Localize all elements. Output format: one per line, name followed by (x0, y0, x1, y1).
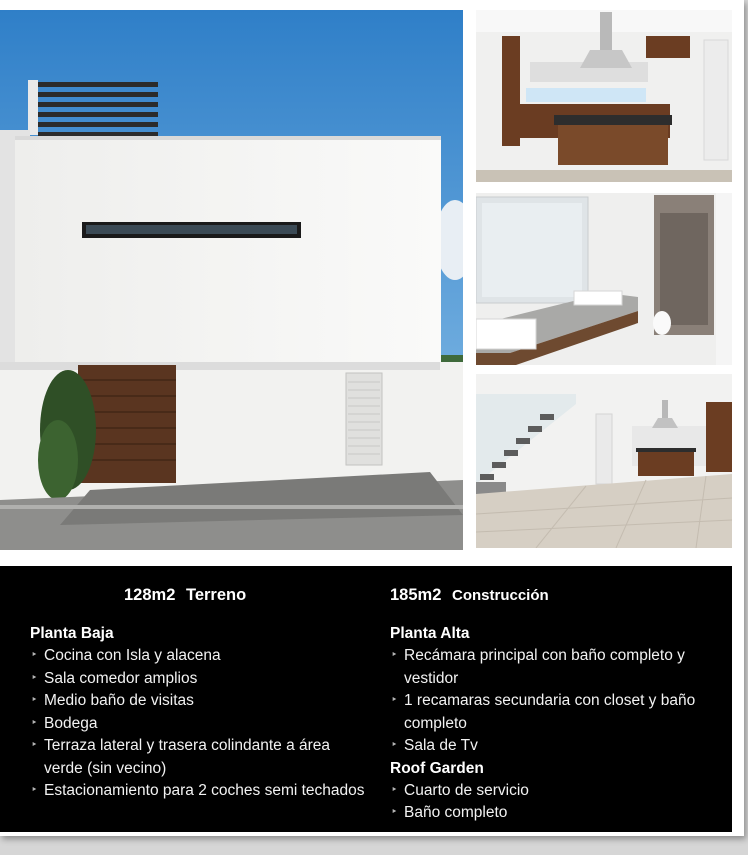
list-item: ‣ Cocina con Isla y alacena (30, 645, 370, 668)
roof-garden-list (390, 780, 725, 825)
terrain-label: Terreno (185, 586, 247, 604)
upper-floor-column (390, 586, 725, 825)
upper-floor-title: Planta Alta (390, 625, 470, 642)
list-item: ‣ Cuarto de servicio (390, 780, 725, 803)
bathroom-photo (476, 193, 732, 365)
roof-garden-title: Roof Garden (390, 759, 484, 777)
list-item: ‣ Sala de Tv (390, 735, 725, 758)
list-item: ‣ Sala comedor amplios (30, 668, 370, 691)
ground-floor-list (30, 645, 370, 803)
list-item: ‣ Baño completo (390, 802, 725, 825)
house-facade-photo (0, 10, 463, 550)
kitchen-photo (476, 10, 732, 182)
features-panel (0, 566, 732, 832)
terrain-value: 128m2 (124, 586, 176, 604)
upper-floor-list (390, 645, 725, 758)
list-item: ‣ Recámara principal con baño completo y vestidor (390, 645, 725, 690)
list-item: ‣ Medio baño de visitas (30, 690, 370, 713)
list-item: ‣ Estacionamiento para 2 coches semi techados (30, 780, 370, 803)
construction-value: 185m2 (390, 586, 442, 604)
terrain-area (30, 586, 370, 608)
construction-area (390, 586, 725, 608)
living-area-photo (476, 374, 732, 548)
list-item: ‣ 1 recamaras secundaria con closet y baño completo (390, 690, 725, 735)
list-item: ‣ Bodega (30, 713, 370, 736)
list-item: ‣ Terraza lateral y trasera colindante a área verde (sin vecino) (30, 735, 370, 780)
ground-floor-column (30, 586, 370, 803)
construction-label: Construcción (451, 587, 549, 604)
ground-floor-title: Planta Baja (30, 625, 114, 642)
